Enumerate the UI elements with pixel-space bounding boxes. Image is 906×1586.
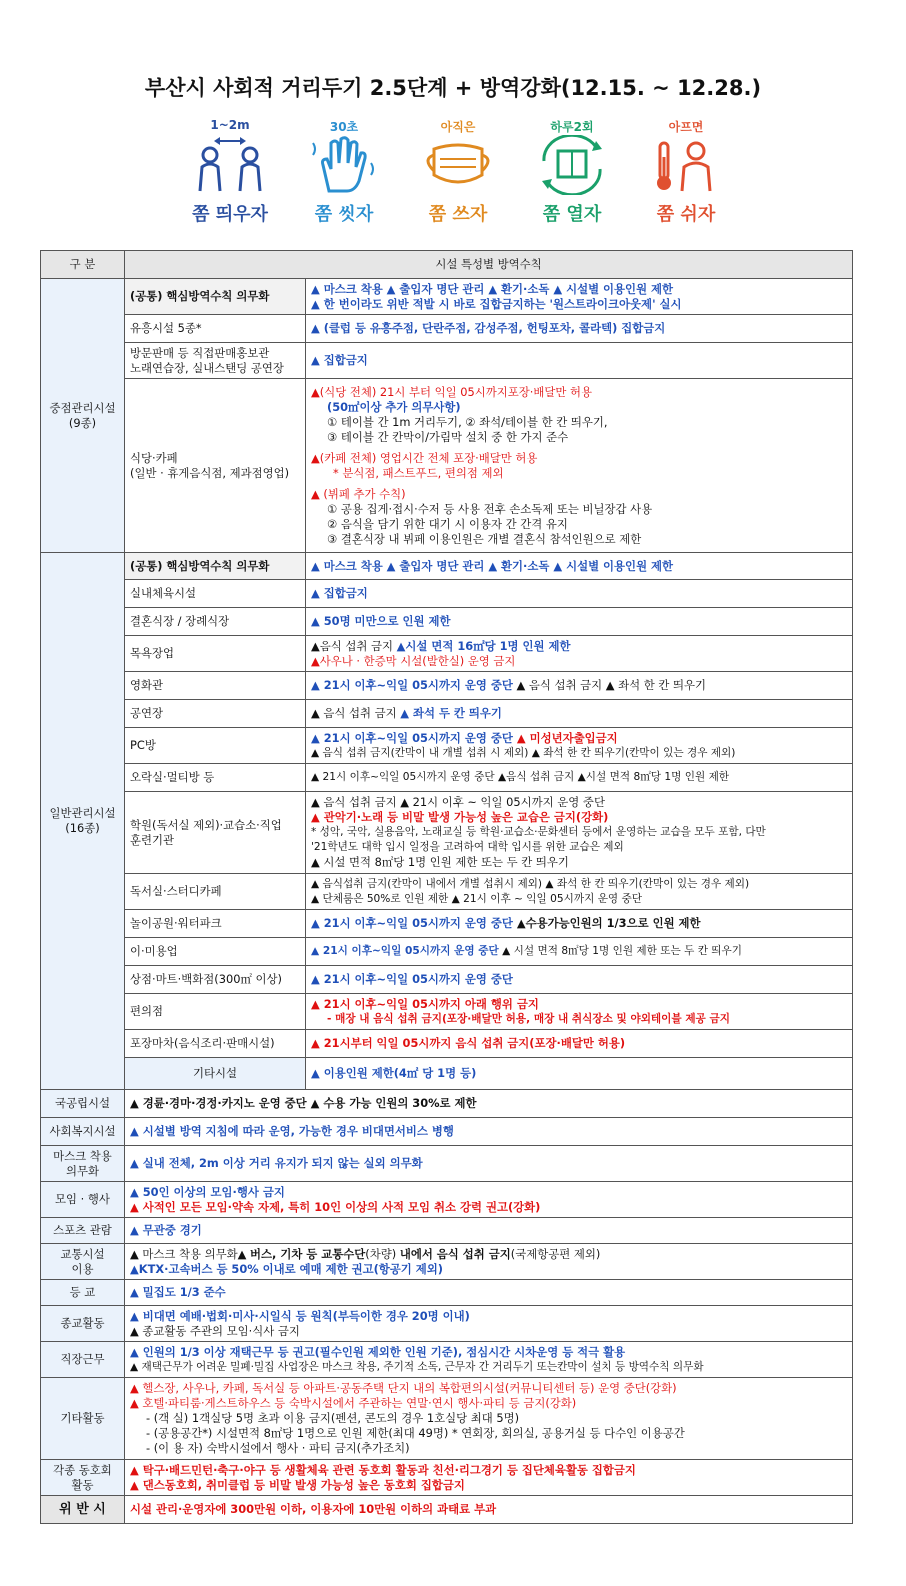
measure-cell: ▲ 집합금지 xyxy=(306,580,853,608)
measure-cell: ▲ 밀집도 1/3 준수 xyxy=(125,1280,853,1306)
measure-cell: ▲ 비대면 예배·법회·미사·시일식 등 원칙(부득이한 경우 20명 이내) ▲ 종교활동 주관의 모임·식사 금지 xyxy=(125,1306,853,1342)
category-label: 사회복지시설 xyxy=(41,1118,125,1146)
facility-label: 공연장 xyxy=(125,700,306,728)
facility-label: 실내체육시설 xyxy=(125,580,306,608)
category-label: 종교활동 xyxy=(41,1306,125,1342)
measure-cell: ▲ 집합금지 xyxy=(306,343,853,379)
facility-label: 이·미용업 xyxy=(125,938,306,966)
table-row xyxy=(41,938,853,966)
page-title: 부산시 사회적 거리두기 2.5단계 + 방역강화(12.15. ~ 12.28.) xyxy=(144,76,762,100)
table-row xyxy=(41,279,853,315)
category-label: 스포츠 관람 xyxy=(41,1218,125,1244)
header-category: 구 분 xyxy=(41,251,125,279)
table-row xyxy=(41,608,853,636)
measure-cell: ▲ 21시 이후~익일 05시까지 운영 중단 ▲ 미성년자출입금지 ▲ 음식 섭취 금지(칸막이 내 개별 섭취 시 제외) ▲ 좌석 한 칸 띄우기(칸막이 있는 경우 제외) xyxy=(306,728,853,764)
facility-label: 식당·카페 (일반 · 휴게음식점, 제과점영업) xyxy=(125,379,306,553)
campaign-item-mask xyxy=(406,118,510,238)
campaign-bottom-label: 쫌 띄우자 xyxy=(192,204,268,225)
table-row xyxy=(41,1182,853,1218)
table-row xyxy=(41,728,853,764)
facility-label: 유흥시설 5종* xyxy=(125,315,306,343)
measure-cell: ▲ 음식 섭취 금지 ▲ 좌석 두 칸 띄우기 xyxy=(306,700,853,728)
table-row xyxy=(41,1280,853,1306)
table-row xyxy=(41,1090,853,1118)
measure-cell: ▲ 무관중 경기 xyxy=(125,1218,853,1244)
measure-cell: ▲ 탁구·배드민턴·축구·야구 등 생활체육 관련 동호회 활동과 친선·리그경기 등 집단체육활동 집합금지 ▲ 댄스동호회, 취미클럽 등 비말 발생 가능성 높은 동호회 집합금지 xyxy=(125,1460,853,1496)
table-row xyxy=(41,1378,853,1460)
measure-cell: ▲ (클럽 등 유흥주점, 단란주점, 감성주점, 헌팅포차, 콜라텍) 집합금지 xyxy=(306,315,853,343)
category-key-facilities: 중점관리시설 (9종) xyxy=(41,279,125,553)
measure-cell: ▲ 경륜·경마·경정·카지노 운영 중단 ▲ 수용 가능 인원의 30%로 제한 xyxy=(125,1090,853,1118)
table-row xyxy=(41,910,853,938)
facility-label: 영화관 xyxy=(125,672,306,700)
hand-wash-icon xyxy=(292,134,396,196)
campaign-icons xyxy=(178,118,738,238)
category-label: 마스크 착용 의무화 xyxy=(41,1146,125,1182)
table-header-row xyxy=(41,251,853,279)
category-label: 각종 동호회 활동 xyxy=(41,1460,125,1496)
table-row xyxy=(41,672,853,700)
category-label: 직장근무 xyxy=(41,1342,125,1378)
table-row xyxy=(41,1030,853,1058)
campaign-item-ventilate xyxy=(520,118,624,238)
table-row xyxy=(41,700,853,728)
campaign-top-label: 하루2회 xyxy=(550,120,594,134)
measure-cell: ▲ 음식 섭취 금지 ▲ 21시 이후 ~ 익일 05시까지 운영 중단 ▲ 관악기·노래 등 비말 발생 가능성 높은 교습은 금지(강화) * 성악, 국악, 실용음악, 노래교실 등 학원·교습소·문화센터 등에서 운영하는 교습을 모두 포함, 다만 '21학년도 대학 입시 일정을 고려하여 대학 입시를 위한 교습은 제외 ▲ 시설 면적 8㎡당 1명 인원 제한 또는 두 칸 띄우기 xyxy=(306,792,853,874)
facility-label: (공통) 핵심방역수칙 의무화 xyxy=(125,279,306,315)
table-row xyxy=(41,1058,853,1090)
measure-cell: ▲ 50명 미만으로 인원 제한 xyxy=(306,608,853,636)
measure-cell: ▲ 마스크 착용 의무화▲ 버스, 기차 등 교통수단(차량) 내에서 음식 섭취 금지(국제항공편 제외) ▲KTX·고속버스 등 50% 이내로 예매 제한 권고(항공기 제외) xyxy=(125,1244,853,1280)
measure-cell: ▲ 50인 이상의 모임·행사 금지 ▲ 사적인 모든 모임·약속 자제, 특히 10인 이상의 사적 모임 취소 강력 권고(강화) xyxy=(125,1182,853,1218)
facility-label: 상점·마트·백화점(300㎡ 이상) xyxy=(125,966,306,994)
campaign-item-distance xyxy=(178,118,282,238)
table-row xyxy=(41,1118,853,1146)
violation-text: 시설 관리·운영자에 300만원 이하, 이용자에 10만원 이하의 과태료 부과 xyxy=(125,1496,853,1524)
measure-cell: ▲ 마스크 착용 ▲ 출입자 명단 관리 ▲ 환기·소독 ▲ 시설별 이용인원 제한 ▲ 한 번이라도 위반 적발 시 바로 집합금지하는 '원스트라이크아웃제' 실시 xyxy=(306,279,853,315)
distance-people-icon xyxy=(178,134,282,196)
violation-label: 위 반 시 xyxy=(41,1496,125,1524)
mask-icon xyxy=(406,134,510,196)
measure-cell: ▲ 이용인원 제한(4㎡ 당 1명 등) xyxy=(306,1058,853,1090)
measure-cell: ▲ 21시부터 익일 05시까지 음식 섭취 금지(포장·배달만 허용) xyxy=(306,1030,853,1058)
campaign-bottom-label: 쫌 쓰자 xyxy=(428,204,488,225)
facility-label: PC방 xyxy=(125,728,306,764)
facility-label: 오락실·멀티방 등 xyxy=(125,764,306,792)
measure-cell: ▲ 21시 이후~익일 05시까지 운영 중단 ▲ 음식 섭취 금지 ▲ 좌석 한 칸 띄우기 xyxy=(306,672,853,700)
campaign-item-rest xyxy=(634,118,738,238)
measure-cell: ▲ 21시 이후~익일 05시까지 운영 중단 xyxy=(306,966,853,994)
facility-label: (공통) 핵심방역수칙 의무화 xyxy=(125,553,306,580)
measure-cell: ▲(식당 전체) 21시 부터 익일 05시까지포장·배달만 허용 (50㎡이상 추가 의무사항) ① 테이블 간 1m 거리두기, ② 좌석/테이블 한 칸 띄우기, ③ 테이블 간 칸막이/가림막 설치 중 한 가지 준수 ▲(카페 전체) 영업시간 전체 포장·배달만 허용 * 분식점, 패스트푸드, 편의점 제외 ▲ (뷔페 추가 수칙) ① 공용 집게·접시·수저 등 사용 전후 손소독제 또는 비닐장갑 사용 ② 음식을 담기 위한 대기 시 이용자 간 간격 유지 ③ 결혼식장 내 뷔페 이용인원은 개별 결혼식 참석인원으로 제한 xyxy=(306,379,853,553)
facility-label: 학원(독서실 제외)·교습소·직업 훈련기관 xyxy=(125,792,306,874)
table-row xyxy=(41,966,853,994)
table-row xyxy=(41,1460,853,1496)
category-label: 기타시설 xyxy=(125,1058,306,1090)
measure-cell: ▲ 21시 이후~익일 05시까지 아래 행위 금지 - 매장 내 음식 섭취 금지(포장·배달만 허용, 매장 내 취식장소 및 야외테이블 제공 금지 xyxy=(306,994,853,1030)
facility-label: 독서실·스터디카페 xyxy=(125,874,306,910)
table-row xyxy=(41,580,853,608)
window-ventilation-icon xyxy=(520,134,624,196)
measure-cell: ▲ 헬스장, 사우나, 카페, 독서실 등 아파트·공동주택 단지 내의 복합편의시설(커뮤니티센터 등) 운영 중단(강화) ▲ 호텔·파티룸·게스트하우스 등 숙박시설에서 주관하는 연말·연시 행사·파티 등 금지(강화) - (객 실) 1객실당 5명 초과 이용 금지(펜션, 콘도의 경우 1호실당 최대 5명) - (공용공간*) 시설면적 8㎡당 1명으로 인원 제한(최대 49명) * 연회장, 회의실, 공용거실 등 다수인 이용공간 - (이 용 자) 숙박시설에서 행사 · 파티 금지(추가조치) xyxy=(125,1378,853,1460)
table-row xyxy=(41,343,853,379)
table-row xyxy=(41,994,853,1030)
table-row xyxy=(41,1218,853,1244)
facility-label: 편의점 xyxy=(125,994,306,1030)
category-label: 교통시설 이용 xyxy=(41,1244,125,1280)
table-row xyxy=(41,315,853,343)
category-label: 기타활동 xyxy=(41,1378,125,1460)
campaign-bottom-label: 쫌 열자 xyxy=(542,204,602,225)
facility-label: 목욕장업 xyxy=(125,636,306,672)
table-row xyxy=(41,764,853,792)
category-general-facilities: 일반관리시설 (16종) xyxy=(41,553,125,1090)
table-row xyxy=(41,636,853,672)
facility-label: 포장마차(음식조리·판매시설) xyxy=(125,1030,306,1058)
table-row xyxy=(41,1496,853,1524)
header-measures: 시설 특성별 방역수칙 xyxy=(125,251,853,279)
table-row xyxy=(41,1306,853,1342)
thermometer-person-icon xyxy=(634,134,738,196)
category-label: 국공립시설 xyxy=(41,1090,125,1118)
measure-cell: ▲ 실내 전체, 2m 이상 거리 유지가 되지 않는 실외 의무화 xyxy=(125,1146,853,1182)
facility-label: 놀이공원·워터파크 xyxy=(125,910,306,938)
table-row xyxy=(41,1146,853,1182)
campaign-top-label: 1~2m xyxy=(210,118,250,132)
measure-cell: ▲ 마스크 착용 ▲ 출입자 명단 관리 ▲ 환기·소독 ▲ 시설별 이용인원 제한 xyxy=(306,553,853,580)
campaign-bottom-label: 쫌 씻자 xyxy=(314,204,374,225)
table-row xyxy=(41,553,853,580)
campaign-top-label: 아프면 xyxy=(668,120,704,134)
measure-cell: ▲ 21시 이후~익일 05시까지 운영 중단 ▲음식 섭취 금지 ▲시설 면적 8㎡당 1명 인원 제한 xyxy=(306,764,853,792)
measure-cell: ▲음식 섭취 금지 ▲시설 면적 16㎡당 1명 인원 제한 ▲사우나 · 한증막 시설(발한실) 운영 금지 xyxy=(306,636,853,672)
table-row xyxy=(41,1342,853,1378)
campaign-top-label: 30초 xyxy=(329,120,359,134)
measure-cell: ▲ 시설별 방역 지침에 따라 운영, 가능한 경우 비대면서비스 병행 xyxy=(125,1118,853,1146)
campaign-item-wash xyxy=(292,118,396,238)
measures-table xyxy=(40,250,853,1524)
table-row xyxy=(41,1244,853,1280)
category-label: 모임 · 행사 xyxy=(41,1182,125,1218)
measure-cell: ▲ 21시 이후~익일 05시까지 운영 중단 ▲ 시설 면적 8㎡당 1명 인원 제한 또는 두 칸 띄우기 xyxy=(306,938,853,966)
campaign-top-label: 아직은 xyxy=(440,120,476,134)
table-row xyxy=(41,874,853,910)
table-row xyxy=(41,379,853,553)
facility-label: 방문판매 등 직접판매홍보관 노래연습장, 실내스탠딩 공연장 xyxy=(125,343,306,379)
table-row xyxy=(41,792,853,874)
facility-label: 결혼식장 / 장례식장 xyxy=(125,608,306,636)
measure-cell: ▲ 21시 이후~익일 05시까지 운영 중단 ▲수용가능인원의 1/3으로 인원 제한 xyxy=(306,910,853,938)
campaign-bottom-label: 쫌 쉬자 xyxy=(656,204,716,225)
measure-cell: ▲ 음식섭취 금지(칸막이 내에서 개별 섭취시 제외) ▲ 좌석 한 칸 띄우기(칸막이 있는 경우 제외) ▲ 단체룸은 50%로 인원 제한 ▲ 21시 이후 ~ 익일 05시까지 운영 중단 xyxy=(306,874,853,910)
measure-cell: ▲ 인원의 1/3 이상 재택근무 등 권고(필수인원 제외한 인원 기준), 점심시간 시차운영 등 적극 활용 ▲ 재택근무가 어려운 밀폐·밀집 사업장은 마스크 착용, 주기적 소독, 근무자 간 거리두기 또는칸막이 설치 등 방역수칙 의무화 xyxy=(125,1342,853,1378)
category-label: 등 교 xyxy=(41,1280,125,1306)
